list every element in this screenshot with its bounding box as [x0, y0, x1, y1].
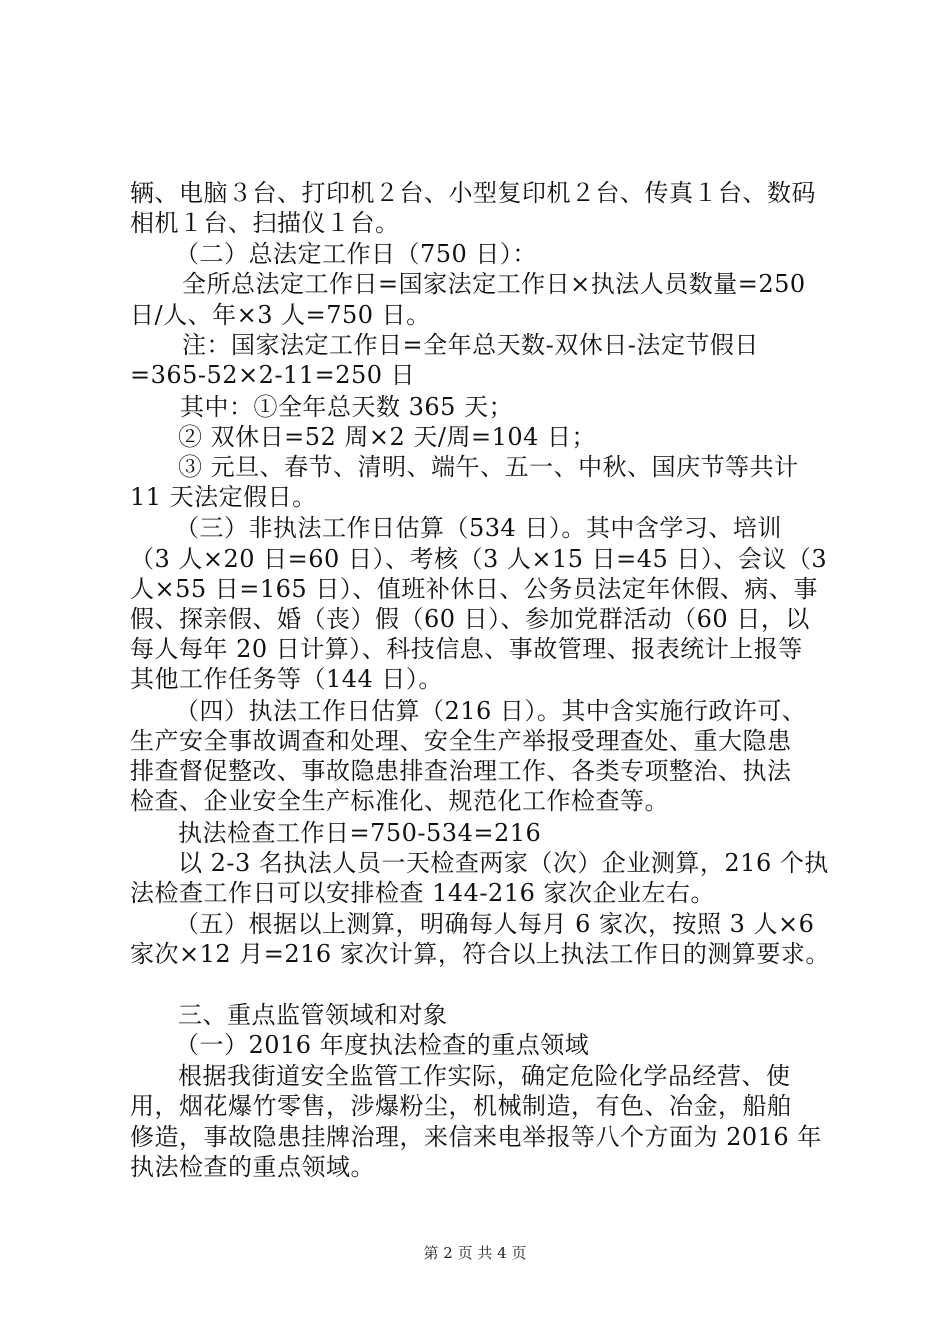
text-line: 根据我街道安全监管工作实际，确定危险化学品经营、使 — [178, 1062, 791, 1090]
text-line: 用，烟花爆竹零售，涉爆粉尘，机械制造，有色、冶金，船舶 — [130, 1092, 792, 1120]
text-line: 全所总法定工作日=国家法定工作日×执法人员数量=250 — [182, 270, 806, 298]
text-line: 以 2-3 名执法人员一天检查两家（次）企业测算，216 个执 — [178, 849, 829, 877]
text-line: 每人每年 20 日计算）、科技信息、事故管理、报表统计上报等 — [130, 635, 803, 663]
text-line: 家次×12 月=216 家次计算，符合以上执法工作日的测算要求。 — [130, 940, 830, 968]
text-line: （3 人×20 日=60 日）、考核（3 人×15 日=45 日）、会议（3 — [130, 545, 828, 573]
text-line: （五）根据以上测算，明确每人每月 6 家次，按照 3 人×6 — [175, 910, 815, 938]
text-line: （二）总法定工作日（750 日）： — [175, 240, 537, 268]
text-line: 其他工作任务等（144 日）。 — [130, 665, 443, 693]
section-heading: 三、重点监管领域和对象 — [178, 1001, 448, 1029]
text-line: 辆、电脑３台、打印机２台、小型复印机２台、传真１台、数码 — [130, 179, 816, 207]
text-line: 执法检查工作日=750-534=216 — [178, 819, 542, 847]
text-line: （三）非执法工作日估算（534 日）。其中含学习、培训 — [175, 514, 782, 542]
text-line: 人×55 日=165 日）、值班补休日、公务员法定年休假、病、事 — [130, 575, 818, 603]
page-number-footer: 第 2 页 共 4 页 — [423, 1244, 527, 1262]
text-line: 其中：①全年总天数 365 天； — [180, 393, 514, 421]
text-line: 检查、企业安全生产标准化、规范化工作检查等。 — [130, 787, 669, 815]
text-line: ③ 元旦、春节、清明、端午、五一、中秋、国庆节等共计 — [178, 453, 799, 481]
text-line: 注：国家法定工作日=全年总天数-双休日-法定节假日 — [182, 331, 759, 359]
text-line: 排查督促整改、事故隐患排查治理工作、各类专项整治、执法 — [130, 757, 792, 785]
text-line: ② 双休日=52 周×2 天/周=104 日； — [178, 423, 597, 451]
subsection-heading: （一）2016 年度执法检查的重点领域 — [175, 1031, 590, 1059]
text-line: =365-52×2-11=250 日 — [130, 361, 416, 389]
text-line: 日/人、年×3 人=750 日。 — [130, 301, 431, 329]
text-line: 法检查工作日可以安排检查 144-216 家次企业左右。 — [130, 879, 715, 907]
text-line: 假、探亲假、婚（丧）假（60 日）、参加党群活动（60 日，以 — [130, 605, 810, 633]
text-line: 修造，事故隐患挂牌治理，来信来电举报等八个方面为 2016 年 — [130, 1123, 822, 1151]
text-line: 生产安全事故调查和处理、安全生产举报受理查处、重大隐患 — [130, 727, 792, 755]
text-line: （四）执法工作日估算（216 日）。其中含实施行政许可、 — [175, 697, 807, 725]
text-line: 执法检查的重点领域。 — [130, 1153, 375, 1181]
text-line: 11 天法定假日。 — [130, 483, 317, 511]
text-line: 相机１台、扫描仪１台。 — [130, 209, 400, 237]
